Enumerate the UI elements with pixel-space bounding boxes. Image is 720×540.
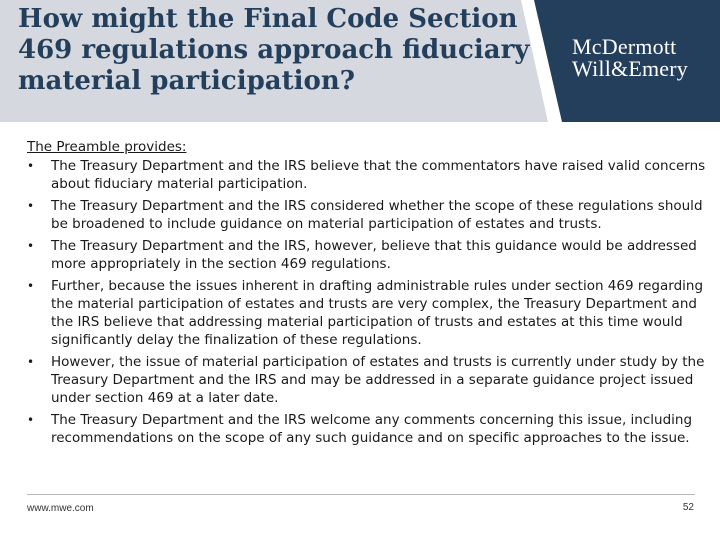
list-item <box>27 277 709 349</box>
bullet-icon: • <box>27 279 35 293</box>
footer-url[interactable]: www.mwe.com <box>27 503 94 514</box>
list-item-text: However, the issue of material participation of estates and trusts is currently under study by the Treasury Department and the IRS and may be addressed in a separate guidance project issued under section 469 at a later date. <box>51 354 705 406</box>
page-number: 52 <box>682 502 694 513</box>
list-item <box>27 411 709 447</box>
bullet-list <box>27 157 709 447</box>
list-item-text: Further, because the issues inherent in drafting administrable rules under section 469 regarding the material participation of estates and trusts are very complex, the Treasury Department and the IRS believe that addressing material participation of trusts and estates at this time would significantly delay the finalization of these regulations. <box>51 278 704 348</box>
list-item-text: The Treasury Department and the IRS considered whether the scope of these regulations should be broadened to include guidance on material participation of estates and trusts. <box>51 198 703 232</box>
list-item-text: The Treasury Department and the IRS welcome any comments concerning this issue, including recommendations on the scope of any such guidance and on specific approaches to the issue. <box>51 412 693 446</box>
slide-header <box>0 0 720 122</box>
list-item <box>27 237 709 273</box>
list-item <box>27 157 709 193</box>
preamble-lead: The Preamble provides: <box>27 139 187 155</box>
slide-body <box>27 138 709 451</box>
list-item <box>27 353 709 407</box>
firm-logo-line2: Will&Emery <box>572 56 688 81</box>
bullet-icon: • <box>27 199 35 213</box>
bullet-icon: • <box>27 159 35 173</box>
footer-divider <box>27 494 695 495</box>
bullet-icon: • <box>27 413 35 427</box>
firm-logo <box>572 36 712 80</box>
list-item <box>27 197 709 233</box>
bullet-icon: • <box>27 239 35 253</box>
slide-title: How might the Final Code Section 469 regulations approach fiduciary material participation? <box>18 4 530 96</box>
bullet-icon: • <box>27 355 35 369</box>
list-item-text: The Treasury Department and the IRS, however, believe that this guidance would be addressed more appropriately in the section 469 regulations. <box>51 238 697 272</box>
list-item-text: The Treasury Department and the IRS believe that the commentators have raised valid concerns about fiduciary material participation. <box>51 158 706 192</box>
firm-logo-line1: McDermott <box>572 34 677 59</box>
